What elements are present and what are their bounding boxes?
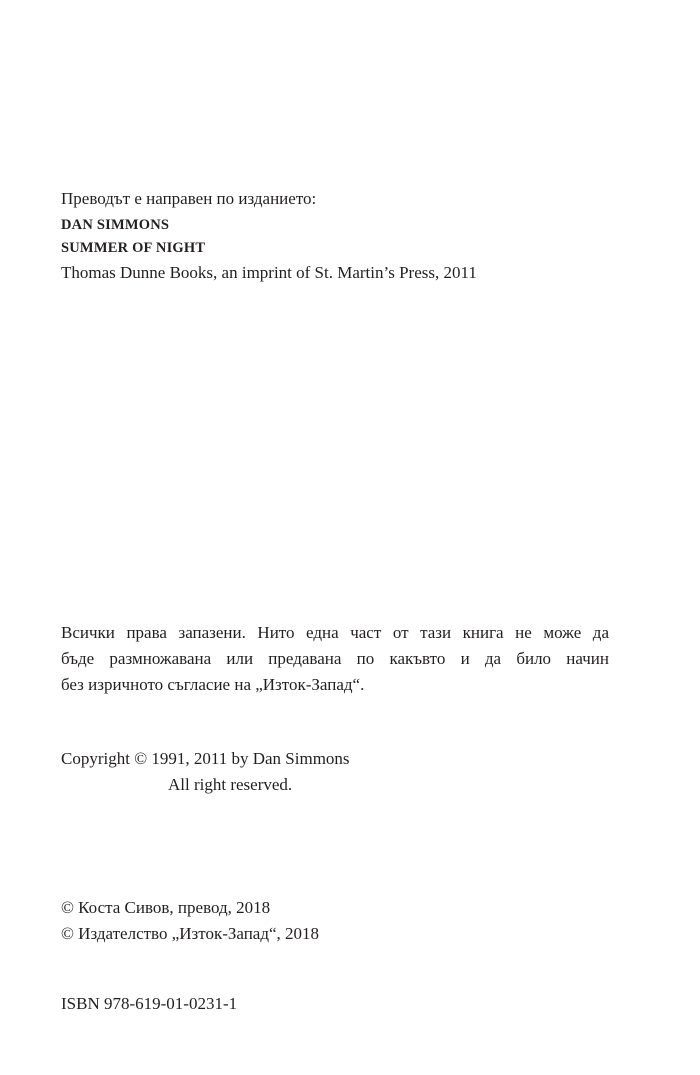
translation-source-intro: Преводът е направен по изданието:: [61, 189, 317, 208]
isbn-block: [61, 991, 661, 1017]
copyright-line: Copyright © 1991, 2011 by Dan Simmons: [61, 749, 350, 768]
original-edition-block: [61, 186, 661, 286]
rights-line-3: без изричното съгласие на „Изток-Запад“.: [61, 675, 365, 694]
copyright-notice: [61, 746, 661, 798]
original-author: DAN SIMMONS: [61, 217, 170, 233]
rights-reserved-line: All right reserved.: [168, 775, 293, 794]
original-publisher: Thomas Dunne Books, an imprint of St. Martin’s Press, 2011: [61, 263, 477, 282]
translation-credit: © Коста Сивов, превод, 2018: [61, 898, 271, 917]
publisher-credit: © Издателство „Изток-Запад“, 2018: [61, 924, 320, 943]
rights-line-1: Всички права запазени. Нито една част от тази книга не може да: [61, 623, 609, 642]
rights-line-2: бъде размножавана или предавана по какъвто и да било начин: [61, 649, 609, 668]
isbn: ISBN 978-619-01-0231-1: [61, 994, 238, 1013]
credits-block: [61, 895, 661, 947]
rights-notice: [61, 620, 661, 698]
original-title: SUMMER OF NIGHT: [61, 240, 206, 256]
